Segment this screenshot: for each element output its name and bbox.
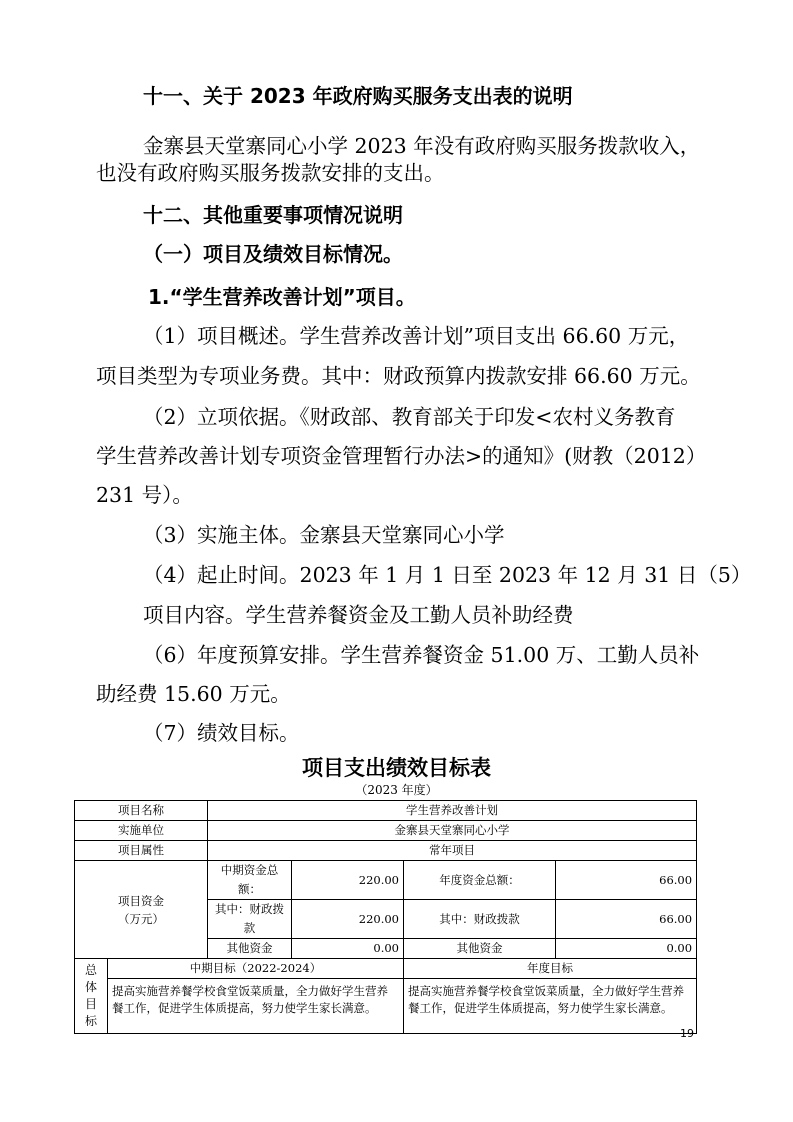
year-total-label: 年度资金总额：	[404, 861, 556, 900]
year-total-value: 66.00	[556, 861, 697, 900]
section-12-heading: 十二、其他重要事项情况说明	[143, 203, 403, 227]
para-4-line-1: （4）起止时间。2023 年 1 月 1 日至 2023 年 12 月 31 日（5）	[143, 563, 752, 587]
year-other-label: 其他资金	[404, 939, 556, 959]
year-fiscal-label: 其中：财政拨款	[404, 900, 556, 939]
attribute-value: 常年项目	[208, 841, 697, 861]
unit-value: 金寨县天堂寨同心小学	[208, 821, 697, 841]
mid-goal-header: 中期目标（2022-2024）	[108, 959, 404, 979]
overall-goal-label	[75, 959, 108, 1034]
table-row	[75, 861, 697, 900]
overall-goal-char: 标	[84, 1014, 97, 1028]
table-title: 项目支出绩效目标表	[302, 756, 491, 780]
overall-goal-char: 目	[84, 997, 97, 1011]
section-11-heading: 十一、关于 2023 年政府购买服务支出表的说明	[143, 84, 573, 108]
item-1-heading: 1.“学生营养改善计划”项目。	[148, 285, 416, 309]
para-2-line-1: （2）立项依据。《财政部、教育部关于印发<农村义务教育	[143, 405, 676, 429]
unit-label: 实施单位	[75, 821, 208, 841]
overall-goal-char: 体	[84, 980, 97, 994]
performance-goal-table	[74, 800, 697, 1034]
funds-label	[75, 861, 208, 959]
year-goal-header: 年度目标	[404, 959, 697, 979]
table-row	[75, 959, 697, 979]
year-other-value: 0.00	[556, 939, 697, 959]
para-3-line-1: （3）实施主体。金寨县天堂寨同心小学	[143, 523, 505, 547]
mid-fiscal-label: 其中：财政拨款	[208, 900, 292, 939]
funds-label-line-2: （万元）	[118, 911, 164, 926]
mid-total-label: 中期资金总额：	[208, 861, 292, 900]
para-2-line-3: 231 号）。	[96, 483, 193, 507]
table-row	[75, 979, 697, 1034]
attribute-label: 项目属性	[75, 841, 208, 861]
para-2-line-2: 学生营养改善计划专项资金管理暂行办法>的通知》(财教（2012）	[96, 444, 707, 468]
mid-other-value: 0.00	[292, 939, 404, 959]
para-6-line-2: 助经费 15.60 万元。	[96, 682, 291, 706]
page-number: 19	[680, 1027, 694, 1040]
year-goal-text: 提高实施营养餐学校食堂饭菜质量，全力做好学生营养餐工作，促进学生体质提高，努力使学生家长满意。	[404, 979, 697, 1034]
para-1-line-1: （1）项目概述。学生营养改善计划”项目支出 66.60 万元，	[143, 324, 690, 348]
para-6-line-1: （6）年度预算安排。学生营养餐资金 51.00 万、工勤人员补	[143, 643, 700, 667]
section-11-line-1: 金寨县天堂寨同心小学 2023 年没有政府购买服务拨款收入，	[143, 134, 701, 158]
year-fiscal-value: 66.00	[556, 900, 697, 939]
mid-goal-text: 提高实施营养餐学校食堂饭菜质量，全力做好学生营养餐工作，促进学生体质提高，努力使学生家长满意。	[108, 979, 404, 1034]
para-1-line-2: 项目类型为专项业务费。其中：财政预算内拨款安排 66.60 万元。	[96, 364, 701, 388]
funds-label-line-1: 项目资金	[118, 893, 164, 908]
table-row	[75, 841, 697, 861]
section-11-line-2: 也没有政府购买服务拨款安排的支出。	[96, 161, 445, 185]
mid-fiscal-value: 220.00	[292, 900, 404, 939]
project-name-label: 项目名称	[75, 801, 208, 821]
mid-total-value: 220.00	[292, 861, 404, 900]
subsection-1-heading: （一）项目及绩效目标情况。	[143, 242, 403, 266]
table-row	[75, 821, 697, 841]
para-5-line-1: 项目内容。学生营养餐资金及工勤人员补助经费	[143, 603, 574, 627]
table-year-label: （2023 年度）	[355, 783, 438, 797]
para-7-line-1: （7）绩效目标。	[143, 721, 300, 745]
mid-other-label: 其他资金	[208, 939, 292, 959]
overall-goal-char: 总	[84, 963, 97, 977]
project-name-value: 学生营养改善计划	[208, 801, 697, 821]
table-row	[75, 801, 697, 821]
